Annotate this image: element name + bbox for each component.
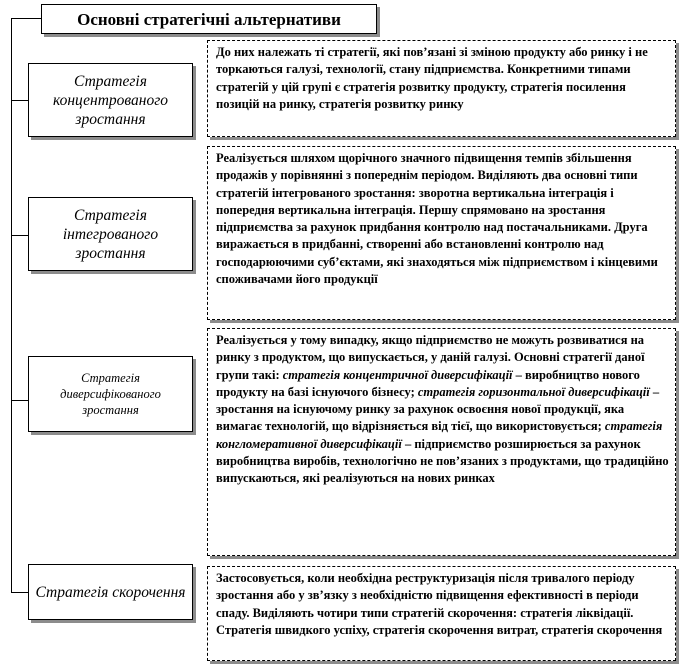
diagram-title: Основні стратегічні альтернативи — [41, 4, 377, 34]
description-concentrated-growth — [207, 40, 676, 137]
connector-strategy-4 — [11, 592, 28, 593]
description-diversified-growth — [207, 328, 676, 556]
description-text: Застосовується, коли необхідна реструктуризація після тривалого періоду зростання або у зв’язку з необхідністю підвищення ефективності в періоди спаду. Виділяють чотири типи стратегій скорочення: стратегія ліквідації. Стратегія швидкого успіху, стратегія скорочення витрат, стратегія скорочення — [216, 571, 663, 637]
strategy-type-term: стратегія конгломеративної диверсифікації — [216, 419, 663, 451]
description-retrenchment — [207, 566, 676, 661]
strategy-name: Стратегія скорочення — [35, 583, 186, 601]
description-text: Реалізується у тому випадку, якщо підприємство не можуть розвиватися на ринку з продуктом, що випускається, у даній галузі. Основні стратегії даної групи такі: — [216, 333, 645, 382]
strategy-concentrated-growth — [28, 63, 193, 137]
connector-strategy-3 — [11, 400, 28, 401]
description-text: – підприємство розширюється за рахунок виробництва виробів, технологічно не пов’язаних з продуктами, що традиційно випускаються, які реалізуються на нових ринках — [216, 436, 669, 486]
strategy-type-term: стратегія концентричної диверсифікації — [282, 367, 513, 382]
description-text: – зростання на існуючому ринку за рахунок освоєння нової продукції, яка вимагає технологій, що відрізняється від тієї, що використовується; — [216, 384, 660, 434]
description-text: До них належать ті стратегії, які пов’язані зі зміною продукту або ринку і не торкаються галузі, технології, стану підприємства. Конкретними типами стратегій у цій групі є стратегія розвитку продукту, стратегія посилення позицій на ринку, стратегія розвитку ринку — [216, 45, 648, 111]
strategy-type-term: стратегія горизонтальної диверсифікації — [417, 384, 650, 399]
connector-strategy-2 — [11, 235, 28, 236]
connector-title — [11, 18, 41, 19]
strategy-name: Стратегія диверсифікованого зростання — [60, 371, 161, 417]
connector-spine — [11, 18, 12, 592]
connector-strategy-1 — [11, 100, 28, 101]
strategy-name: Стратегія інтегрованого зростання — [62, 206, 159, 262]
description-text: – виробництво нового продукту на базі існуючого бізнесу; — [216, 367, 640, 399]
description-text: Реалізується шляхом щорічного значного підвищення темпів збільшення продажів у порівнянні з попереднім періодом. Виділяють два основні типи стратегій інтегрованого зростання: зворотна вертикальна інтеграція і попередня вертикальна інтеграція. Першу спрямовано на зростання підприємства за рахунок придбання контролю над постачальниками. Друга виражається в придбанні, створенні або встановленні контролю над господарюючими суб’єктами, які знаходяться між підприємством і кінцевими споживачами його продукції — [216, 151, 658, 287]
strategy-integrated-growth — [28, 197, 193, 271]
strategy-retrenchment — [28, 564, 193, 620]
strategy-name: Стратегія концентрованого зростання — [52, 72, 169, 128]
description-integrated-growth — [207, 146, 676, 320]
strategy-diversified-growth — [28, 356, 193, 432]
